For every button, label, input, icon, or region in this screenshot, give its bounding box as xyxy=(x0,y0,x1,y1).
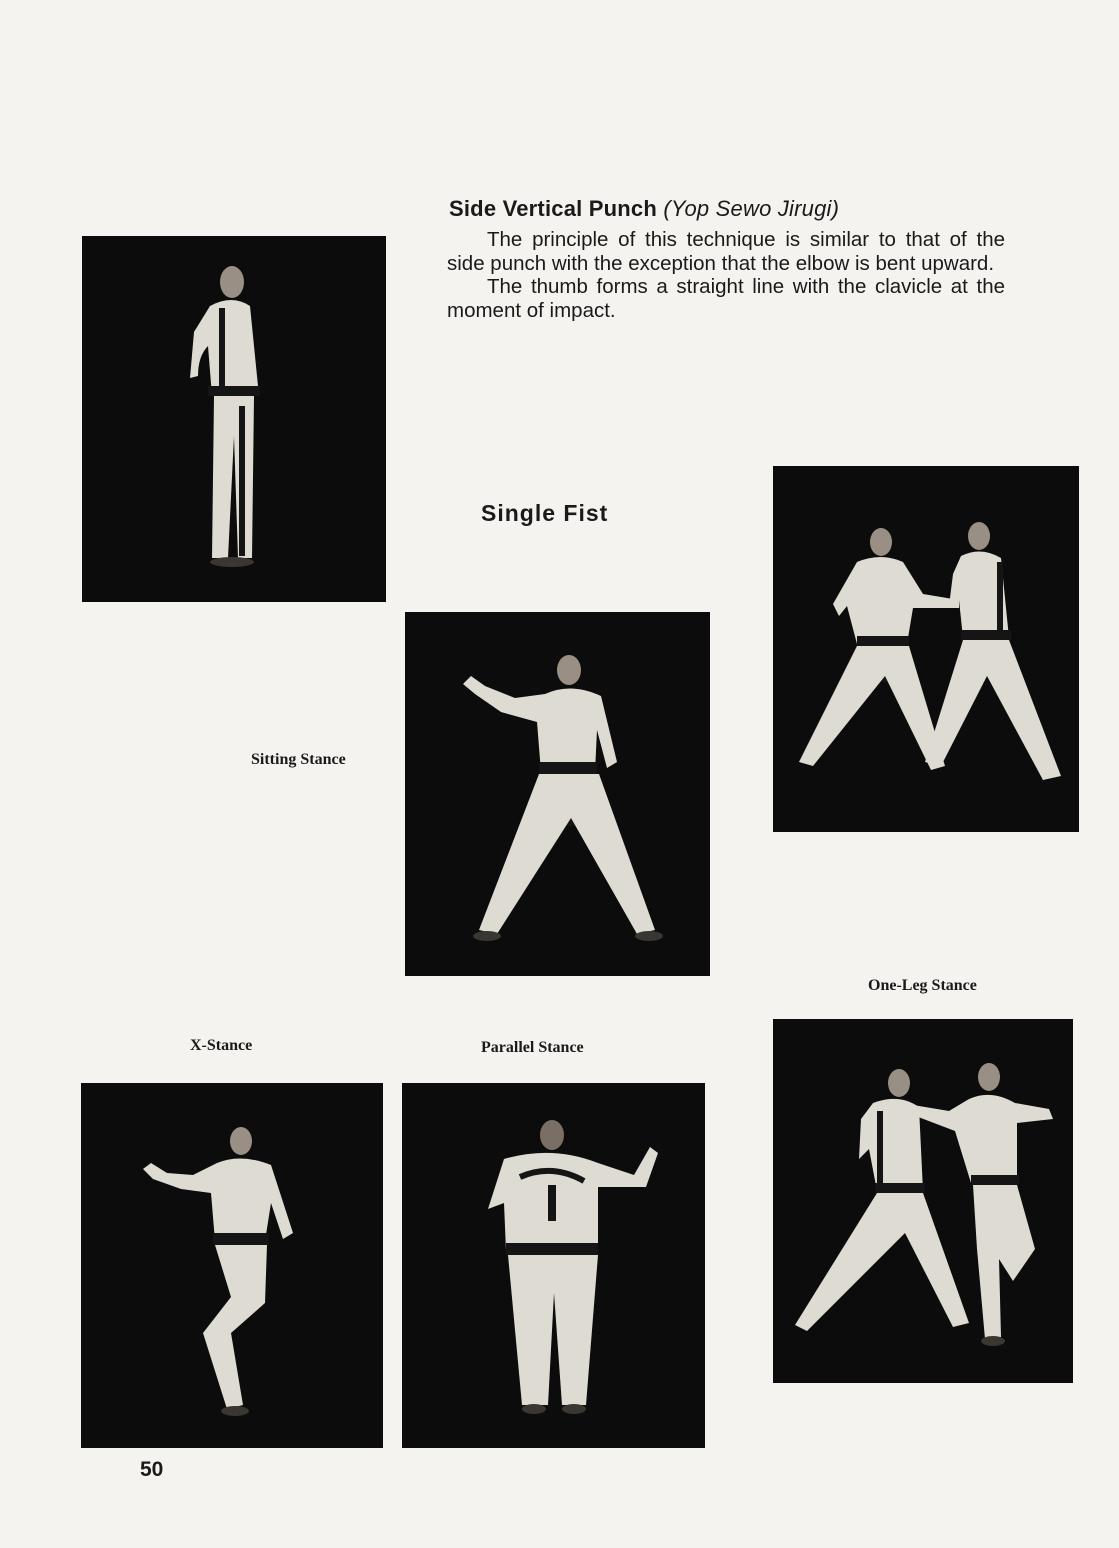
photo-figure xyxy=(82,236,386,602)
description-paragraph: The thumb forms a straight line with the clavicle at the moment of impact. xyxy=(447,275,1005,322)
photo-figure xyxy=(773,466,1079,832)
photo-x-stance xyxy=(81,1083,383,1448)
photo-parallel-stance xyxy=(402,1083,705,1448)
photo-ready-stance xyxy=(82,236,386,602)
technique-title: Side Vertical Punch xyxy=(449,196,657,221)
technique-description xyxy=(447,228,1005,322)
caption-one-leg-stance: One-Leg Stance xyxy=(868,977,977,994)
photo-figure xyxy=(773,1019,1073,1383)
technique-heading xyxy=(449,196,839,222)
section-title: Single Fist xyxy=(481,500,609,526)
caption-x-stance: X-Stance xyxy=(190,1037,253,1054)
photo-one-leg-stance xyxy=(773,1019,1073,1383)
photo-partner-demo-top xyxy=(773,466,1079,832)
technique-korean-name: (Yop Sewo Jirugi) xyxy=(663,196,840,221)
photo-sitting-stance xyxy=(405,612,710,976)
caption-sitting-stance: Sitting Stance xyxy=(251,751,346,768)
photo-figure xyxy=(405,612,710,976)
photo-figure xyxy=(402,1083,705,1448)
page-number: 50 xyxy=(140,1458,164,1481)
photo-figure xyxy=(81,1083,383,1448)
description-paragraph: The principle of this technique is similar to that of the side punch with the exception that the elbow is bent upward. xyxy=(447,228,1005,275)
caption-parallel-stance: Parallel Stance xyxy=(481,1039,584,1056)
